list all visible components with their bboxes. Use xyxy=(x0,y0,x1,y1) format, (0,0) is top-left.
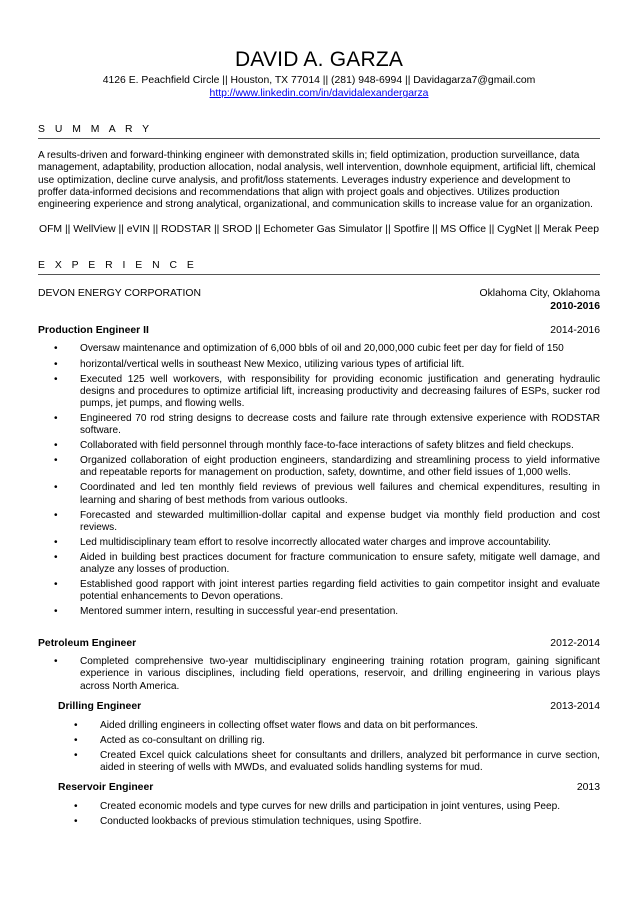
bullet: • Collaborated with field personnel through monthly face-to-face interactions of safety blitzes and field checkups. xyxy=(80,440,600,452)
subrole-bullets xyxy=(100,801,600,828)
bullet: • Coordinated and led ten monthly field reviews of previous well failures and chemical expenditures, resulting in learning and sharing of best methods from various outlooks. xyxy=(80,482,600,506)
bullet: • Conducted lookbacks of previous stimulation techniques, using Spotfire. xyxy=(100,816,600,828)
company-dates: 2010-2016 xyxy=(550,301,600,313)
subrole-dates: 2013-2014 xyxy=(550,700,600,712)
bullet: • Executed 125 well workovers, with responsibility for providing economic justification and generating hydraulic designs and procedures to optimize artificial lift, increasing productivity and decreasing failures of ESPs, sucker rod pumps, jet pumps, and flowing wells. xyxy=(80,374,600,410)
candidate-name: DAVID A. GARZA xyxy=(234,48,404,71)
experience-heading: E X P E R I E N C E xyxy=(38,260,600,275)
resume-page xyxy=(38,48,600,831)
summary-heading: S U M M A R Y xyxy=(38,124,600,139)
role-header xyxy=(38,324,600,337)
subrole-header xyxy=(58,700,600,713)
bullet: • Created economic models and type curves for new drills and participation in joint ventures, using Peep. xyxy=(100,801,600,813)
bullet: • Completed comprehensive two-year multidisciplinary engineering training rotation program, gaining significant experience in various disciplines, including field operations, reservoir, and drilling engineering in various plays across North America. xyxy=(80,656,600,692)
subrole-title: Drilling Engineer xyxy=(58,700,142,712)
subrole-title: Reservoir Engineer xyxy=(58,782,154,794)
bullet: • Acted as co-consultant on drilling rig. xyxy=(100,735,600,747)
role-dates: 2014-2016 xyxy=(550,325,600,337)
bullet: • Established good rapport with joint interest parties regarding field activities to gain competitor insight and evaluate potential enhancements to Devon operations. xyxy=(80,579,600,603)
role-title: Production Engineer II xyxy=(38,325,149,337)
company-location: Oklahoma City, Oklahoma xyxy=(479,288,600,300)
company-name: DEVON ENERGY CORPORATION xyxy=(38,288,202,300)
subrole-header xyxy=(58,781,600,794)
bullet: • Mentored summer intern, resulting in successful year-end presentation. xyxy=(80,606,600,618)
role-bullets xyxy=(80,656,600,692)
summary-text: A results-driven and forward-thinking engineer with demonstrated skills in; field optimization, production surveillance, data management, adaptability, production allocation, nodal analysis, well intervention, downhole equipment, artificial lift, chemical use optimization, decline curve analysis, and profit/loss statements. Leverages industry experience and development to proffer data-informed decisions and recommendations that align with project goals and objectives. Utilizes production engineering experience and strong analytical, organizational, and communication skills to increase value for an organization. xyxy=(38,150,596,211)
role-header xyxy=(38,637,600,650)
company-dates-row xyxy=(38,300,600,313)
bullet: • Engineered 70 rod string designs to decrease costs and failure rate through extensive experience with RODSTAR software. xyxy=(80,413,600,437)
bullet: • Aided in building best practices document for fracture communication to ensure safety, mitigate well damage, and analyze any losses of production. xyxy=(80,552,600,576)
linkedin-link[interactable]: http://www.linkedin.com/in/davidalexandergarza xyxy=(209,88,429,99)
bullet: • Forecasted and stewarded multimillion-dollar capital and expense budget via monthly field production and cost reviews. xyxy=(80,510,600,534)
skills-line: OFM || WellView || eVIN || RODSTAR || SROD || Echometer Gas Simulator || Spotfire || MS Office || CygNet || Merak Peep xyxy=(39,224,599,236)
contact-line: 4126 E. Peachfield Circle || Houston, TX 77014 || (281) 948-6994 || Davidagarza7@gmail.com xyxy=(102,75,536,86)
bullet: • Aided drilling engineers in collecting offset water flows and data on bit performances. xyxy=(100,720,600,732)
bullet: • horizontal/vertical wells in southeast New Mexico, utilizing various types of artificial lift. xyxy=(80,359,600,371)
bullet: • Created Excel quick calculations sheet for consultants and drillers, analyzed bit performance in curve section, aided in steering of wells with MWDs, and evaluated solids handling systems for mud. xyxy=(100,750,600,774)
bullet: • Led multidisciplinary team effort to resolve incorrectly allocated water charges and improve accountability. xyxy=(80,537,600,549)
role-title: Petroleum Engineer xyxy=(38,638,137,650)
role-bullets xyxy=(80,343,600,618)
company-row xyxy=(38,287,600,300)
role-dates: 2012-2014 xyxy=(550,638,600,650)
bullet: • Organized collaboration of eight production engineers, standardizing and streamlining process to yield informative and repeatable reports for management on production, safety, downtime, and other field issues of 1,000 wells. xyxy=(80,455,600,479)
subrole-bullets xyxy=(100,720,600,774)
bullet: • Oversaw maintenance and optimization of 6,000 bbls of oil and 20,000,000 cubic feet per day for field of 150 xyxy=(80,343,600,355)
subrole-dates: 2013 xyxy=(576,782,600,794)
